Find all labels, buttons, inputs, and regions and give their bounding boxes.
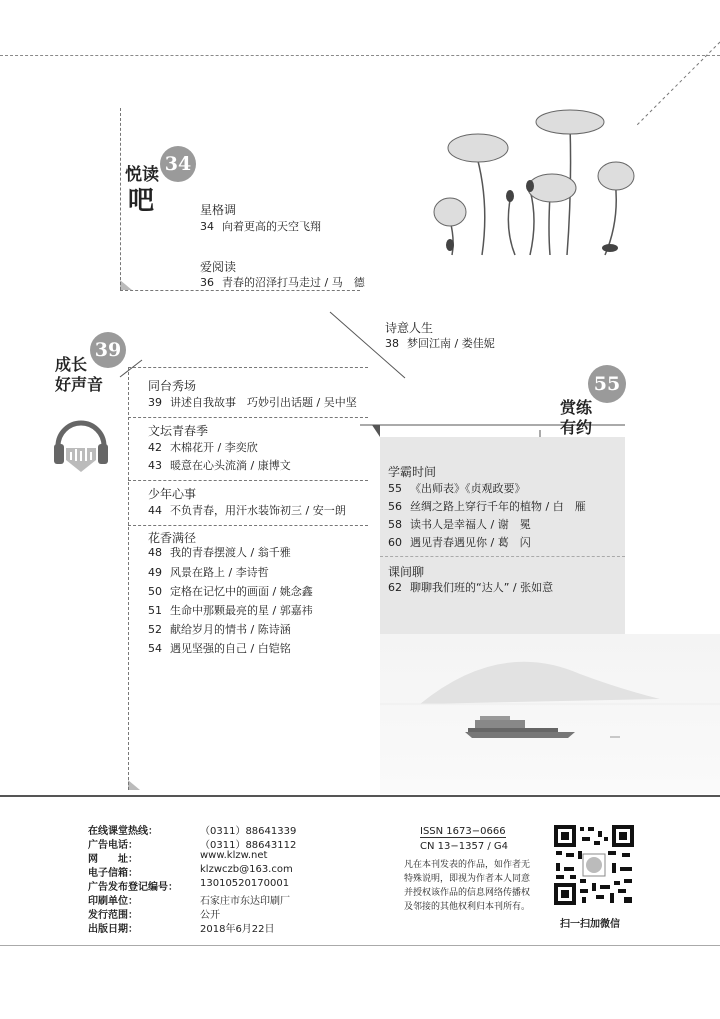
toc-item[interactable]: 34 向着更高的天空飞翔 xyxy=(200,220,321,233)
footer-info-row: 发行范围： xyxy=(88,910,138,921)
qr-caption: 扫一扫加微信 xyxy=(560,919,620,930)
group-title: 花香满径 xyxy=(148,531,197,545)
toc-item[interactable]: 39 讲述自我故事 巧妙引出话题 / 吴中坚 xyxy=(148,396,357,409)
toc-item[interactable]: 42 木棉花开 / 李奕欣 xyxy=(148,441,258,454)
cn-number: CN 13−1357 / G4 xyxy=(420,841,509,852)
misty-lake-boat-illustration xyxy=(380,634,720,794)
section-title-yuedu-b: 吧 xyxy=(128,186,155,216)
section-title-yuedu: 悦读 xyxy=(125,165,159,185)
section-number-badge: 34 xyxy=(160,146,196,182)
group-title: 诗意人生 xyxy=(385,321,434,335)
footer-info-value[interactable]: klzwczb@163.com xyxy=(200,864,293,875)
footer-info-row: 在线课堂热线： xyxy=(88,826,158,837)
group-title: 课间聊 xyxy=(388,565,425,579)
group-title: 爱阅读 xyxy=(200,260,237,274)
toc-item[interactable]: 51 生命中那颗最亮的星 / 郭嘉祎 xyxy=(148,604,313,617)
group-title: 星格调 xyxy=(200,203,237,217)
toc-item[interactable]: 52 献给岁月的情书 / 陈诗涵 xyxy=(148,623,291,636)
toc-item[interactable]: 38 梦回江南 / 娄佳妮 xyxy=(385,337,495,350)
toc-item[interactable]: 56 丝绸之路上穿行千年的植物 / 白 雁 xyxy=(388,500,586,513)
section-title-chengzhang: 成长 xyxy=(55,355,88,374)
poppy-flowers-illustration xyxy=(430,100,650,260)
footer-info-row: 电子信箱： xyxy=(88,868,138,879)
footer-info-value: 石家庄市东达印刷厂 xyxy=(200,896,290,907)
toc-item[interactable]: 50 定格在记忆中的画面 / 姚念鑫 xyxy=(148,585,313,598)
group-title: 学霸时间 xyxy=(388,465,437,479)
footer-info-value: 13010520170001 xyxy=(200,878,290,889)
section-number-badge: 55 xyxy=(588,365,626,403)
toc-item[interactable]: 54 遇见坚强的自己 / 白铠铭 xyxy=(148,642,291,655)
group-title: 文坛青春季 xyxy=(148,424,209,438)
group-title: 同台秀场 xyxy=(148,379,197,393)
section-title-shanglian: 赏练 xyxy=(560,398,593,417)
section-title-shanglian-b: 有约 xyxy=(560,418,593,437)
footer-info-row: 网 址： xyxy=(88,854,138,865)
qr-code[interactable] xyxy=(552,823,636,907)
chengzhang-vertical-rule xyxy=(128,367,129,790)
toc-item[interactable]: 36 青春的沼泽打马走过 / 马 德 xyxy=(200,276,365,289)
divider xyxy=(128,417,368,418)
section-number-badge: 39 xyxy=(90,332,126,368)
toc-item[interactable]: 58 读书人是幸福人 / 谢 冕 xyxy=(388,518,531,531)
divider xyxy=(128,480,368,481)
issn-number: ISSN 1673−0666 xyxy=(420,826,506,837)
footer-info-value: 2018年6月22日 xyxy=(200,924,275,935)
divider xyxy=(380,556,625,557)
divider xyxy=(128,525,368,526)
divider xyxy=(120,290,360,291)
footer-info-row: 广告电话： xyxy=(88,840,138,851)
toc-item[interactable]: 49 风景在路上 / 李诗哲 xyxy=(148,566,269,579)
toc-item[interactable]: 44 不负青春，用汗水装饰初三 / 安一朗 xyxy=(148,504,346,517)
section-title-chengzhang-b: 好声音 xyxy=(55,375,104,394)
headphone-icon xyxy=(50,408,112,474)
footer-info-value: 公开 xyxy=(200,910,220,921)
footer-info-row: 印刷单位： xyxy=(88,896,138,907)
footer-info-row: 广告发布登记编号： xyxy=(88,882,178,893)
footer-top-rule xyxy=(0,795,720,797)
divider xyxy=(128,367,368,368)
toc-item[interactable]: 48 我的青春摆渡人 / 翁千雅 xyxy=(148,546,291,559)
toc-item[interactable]: 43 暖意在心头流淌 / 康博文 xyxy=(148,459,291,472)
footer-info-value: （0311）88643112 xyxy=(200,840,297,851)
footer-info-value: （0311）88641339 xyxy=(200,826,297,837)
toc-item[interactable]: 55 《出师表》《贞观政要》 xyxy=(388,482,526,495)
group-title: 少年心事 xyxy=(148,487,197,501)
toc-item[interactable]: 60 遇见青春遇见你 / 葛 闪 xyxy=(388,536,531,549)
footer-info-row: 出版日期： xyxy=(88,924,138,935)
toc-item[interactable]: 62 聊聊我们班的“达人” / 张如意 xyxy=(388,581,554,594)
footer-info-value[interactable]: www.klzw.net xyxy=(200,850,268,861)
copyright-notice: 凡在本刊发表的作品，如作者无特殊说明，即视为作者本人同意并授权该作品的信息网络传播权及邻接的其他权利归本刊所有。 xyxy=(404,860,531,912)
yuedu-vertical-rule xyxy=(120,108,121,290)
footer-bottom-rule xyxy=(0,945,720,946)
